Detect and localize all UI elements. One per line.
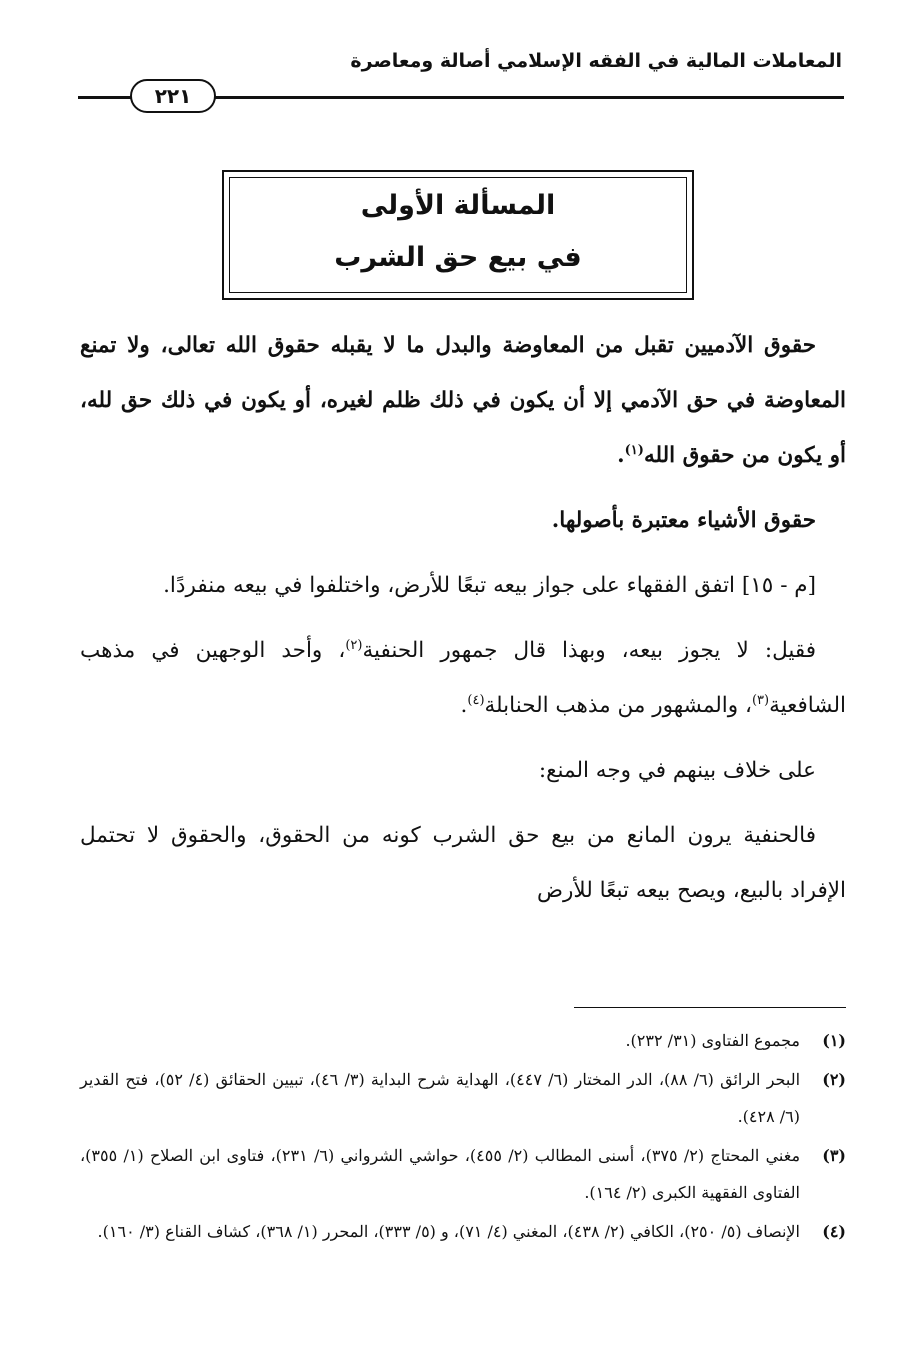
section-title-line2: في بيع حق الشرب bbox=[334, 242, 582, 273]
paragraph-1-end: . bbox=[617, 443, 625, 468]
paragraph-4 bbox=[80, 623, 846, 733]
paragraph-1 bbox=[80, 318, 846, 483]
footnote-number: (٢) bbox=[822, 1070, 846, 1089]
footnote-separator bbox=[574, 1007, 846, 1008]
paragraph-4-end: . bbox=[460, 693, 468, 718]
footnote-text: الإنصاف (٥/ ٢٥٠)، الكافي (٢/ ٤٣٨)، المغني (٤/ ٧١)، و (٥/ ٣٣٣)، المحرر (١/ ٣٦٨)، كشاف القناع (٣/ ١٦٠). bbox=[97, 1222, 800, 1241]
paragraph-1-text: حقوق الآدميين تقبل من المعاوضة والبدل ما لا يقبله حقوق الله تعالى، ولا تمنع المعاوضة في حق الآدمي إلا أن يكون في ذلك ظلم لغيره، أو يكون في ذلك حق لله، أو يكون من حقوق الله bbox=[80, 333, 846, 468]
paragraph-4-part-c: ، والمشهور من مذهب الحنابلة bbox=[484, 693, 752, 718]
paragraph-6: فالحنفية يرون المانع من بيع حق الشرب كونه من الحقوق، والحقوق لا تحتمل الإفراد بالبيع، ويصح بيعه تبعًا للأرض bbox=[80, 823, 846, 903]
footnote-ref-1: (١) bbox=[624, 442, 644, 458]
footnote-number: (٣) bbox=[822, 1146, 846, 1165]
footnote-ref-3: (٣) bbox=[751, 692, 770, 708]
running-title: المعاملات المالية في الفقه الإسلامي أصالة ومعاصرة bbox=[350, 50, 842, 72]
footnote-text: مجموع الفتاوى (٣١/ ٢٣٢). bbox=[625, 1031, 800, 1050]
paragraph-5: على خلاف بينهم في وجه المنع: bbox=[538, 758, 816, 783]
footnote-item bbox=[80, 1061, 846, 1135]
body-text bbox=[80, 318, 846, 928]
footnote-text: مغني المحتاج (٢/ ٣٧٥)، أسنى المطالب (٢/ ٤٥٥)، حواشي الشرواني (٦/ ٢٣١)، فتاوى ابن الصلاح (١/ ٣٥٥)، الفتاوى الفقهية الكبرى (٢/ ١٦٤). bbox=[80, 1146, 801, 1202]
page-number: ٢٢١ bbox=[130, 79, 216, 113]
footnote-number: (٤) bbox=[822, 1222, 846, 1241]
paragraph-2: حقوق الأشياء معتبرة بأصولها. bbox=[551, 508, 816, 533]
footnote-item bbox=[80, 1213, 846, 1250]
section-title-line1: المسألة الأولى bbox=[360, 190, 556, 221]
footnote-ref-2: (٢) bbox=[345, 637, 363, 653]
paragraph-4-part-a: فقيل: لا يجوز بيعه، وبهذا قال جمهور الحنفية bbox=[362, 638, 816, 663]
footnote-text: البحر الرائق (٦/ ٨٨)، الدر المختار (٦/ ٤٤٧)، الهداية شرح البداية (٣/ ٤٦)، تبيين الحقائق (٤/ ٥٢)، فتح القدير (٦/ ٤٢٨). bbox=[80, 1070, 801, 1126]
section-title-box bbox=[222, 170, 694, 300]
footnote-item bbox=[80, 1022, 846, 1059]
footnote-number: (١) bbox=[822, 1031, 846, 1050]
footnote-item bbox=[80, 1137, 846, 1211]
footnote-ref-4: (٤) bbox=[467, 692, 485, 708]
paragraph-3: [م - ١٥] اتفق الفقهاء على جواز بيعه تبعًا للأرض، واختلفوا في بيعه منفردًا. bbox=[163, 573, 816, 598]
footnotes bbox=[80, 1022, 846, 1252]
paragraph-4-part-b: ، وأحد الوجهين في مذهب الشافعية bbox=[80, 638, 846, 718]
